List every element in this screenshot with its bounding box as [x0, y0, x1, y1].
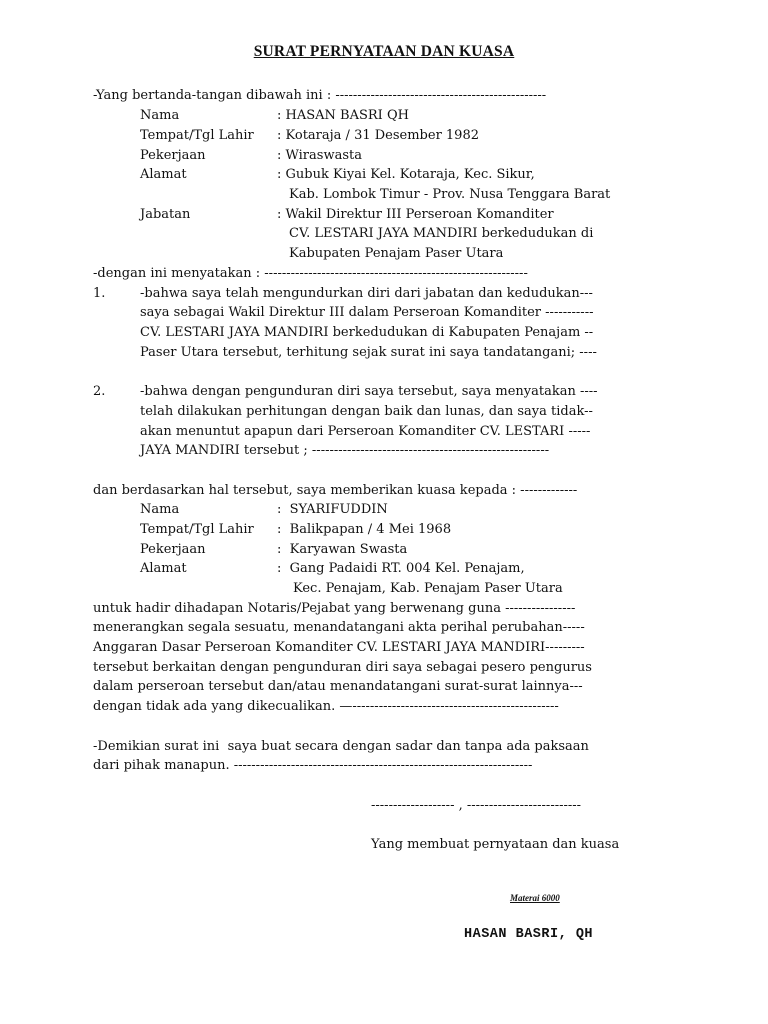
point2-line: akan menuntut apapun dari Perseroan Komanditer CV. LESTARI -----	[140, 424, 591, 439]
point1-line: CV. LESTARI JAYA MANDIRI berkedudukan di Kabupaten Penajam --	[140, 325, 594, 340]
party1-jabatan-line1: : Wakil Direktur III Perseroan Komanditer	[277, 207, 554, 222]
point1-line: -bahwa saya telah mengundurkan diri dari jabatan dan kedudukan---	[140, 286, 593, 301]
party2-nama-label: Nama	[140, 502, 180, 517]
point1-number: 1.	[93, 286, 106, 301]
party2-nama-value: : SYARIFUDDIN	[277, 502, 388, 517]
purpose-line: Anggaran Dasar Perseroan Komanditer CV. LESTARI JAYA MANDIRI---------	[93, 640, 585, 655]
party1-ttl-value: : Kotaraja / 31 Desember 1982	[277, 128, 479, 143]
declare-intro-line: -dengan ini menyatakan : ------------------------------------------------------------	[93, 266, 528, 281]
party2-pekerjaan-label: Pekerjaan	[140, 542, 206, 557]
purpose-line: dalam perseroan tersebut dan/atau menandatangani surat-surat lainnya---	[93, 679, 583, 694]
closing-line: dari pihak manapun. --------------------------------------------------------------------	[93, 758, 533, 773]
place-date-line: ------------------- , --------------------------	[371, 798, 582, 813]
point2-number: 2.	[93, 384, 106, 399]
party1-pekerjaan-value: : Wiraswasta	[277, 148, 362, 163]
party1-jabatan-line3: Kabupaten Penajam Paser Utara	[289, 246, 504, 261]
point2-line: JAYA MANDIRI tersebut ; ------------------------------------------------------	[140, 443, 550, 458]
materai-stamp-label: Materai 6000	[510, 893, 560, 903]
party2-alamat-label: Alamat	[140, 561, 187, 576]
party1-pekerjaan-label: Pekerjaan	[140, 148, 206, 163]
party1-nama-value: : HASAN BASRI QH	[277, 108, 409, 123]
purpose-line: menerangkan segala sesuatu, menandatangani akta perihal perubahan-----	[93, 620, 585, 635]
purpose-line: untuk hadir dihadapan Notaris/Pejabat yang berwenang guna ----------------	[93, 601, 576, 616]
party1-ttl-label: Tempat/Tgl Lahir	[140, 128, 254, 143]
closing-line: -Demikian surat ini saya buat secara dengan sadar dan tanpa ada paksaan	[93, 739, 589, 754]
party2-alamat-line1: : Gang Padaidi RT. 004 Kel. Penajam,	[277, 561, 525, 576]
point2-line: -bahwa dengan pengunduran diri saya tersebut, saya menyatakan ----	[140, 384, 598, 399]
party1-alamat-label: Alamat	[140, 167, 187, 182]
point1-line: Paser Utara tersebut, terhitung sejak surat ini saya tandatangani; ----	[140, 345, 597, 360]
party1-alamat-line1: : Gubuk Kiyai Kel. Kotaraja, Kec. Sikur,	[277, 167, 535, 182]
point2-line: telah dilakukan perhitungan dengan baik dan lunas, dan saya tidak--	[140, 404, 593, 419]
party2-alamat-line2: Kec. Penajam, Kab. Penajam Paser Utara	[293, 581, 563, 596]
intro-line: -Yang bertanda-tangan dibawah ini : ------------------------------------------------	[93, 88, 547, 103]
point1-line: saya sebagai Wakil Direktur III dalam Perseroan Komanditer -----------	[140, 305, 594, 320]
purpose-line: dengan tidak ada yang dikecualikan. —-----------------------------------------------	[93, 699, 559, 714]
document-title: SURAT PERNYATAAN DAN KUASA	[253, 43, 515, 60]
party1-nama-label: Nama	[140, 108, 180, 123]
kuasa-intro-line: dan berdasarkan hal tersebut, saya memberikan kuasa kepada : -------------	[93, 483, 578, 498]
party2-ttl-value: : Balikpapan / 4 Mei 1968	[277, 522, 452, 537]
purpose-line: tersebut berkaitan dengan pengunduran diri saya sebagai pesero pengurus	[93, 660, 592, 675]
signer-name: HASAN BASRI, QH	[464, 927, 594, 942]
party1-jabatan-label: Jabatan	[140, 207, 191, 222]
party2-pekerjaan-value: : Karyawan Swasta	[277, 542, 408, 557]
party1-alamat-line2: Kab. Lombok Timur - Prov. Nusa Tenggara Barat	[289, 187, 611, 202]
party2-ttl-label: Tempat/Tgl Lahir	[140, 522, 254, 537]
party1-jabatan-line2: CV. LESTARI JAYA MANDIRI berkedudukan di	[289, 226, 594, 241]
signature-caption: Yang membuat pernyataan dan kuasa	[371, 837, 620, 852]
